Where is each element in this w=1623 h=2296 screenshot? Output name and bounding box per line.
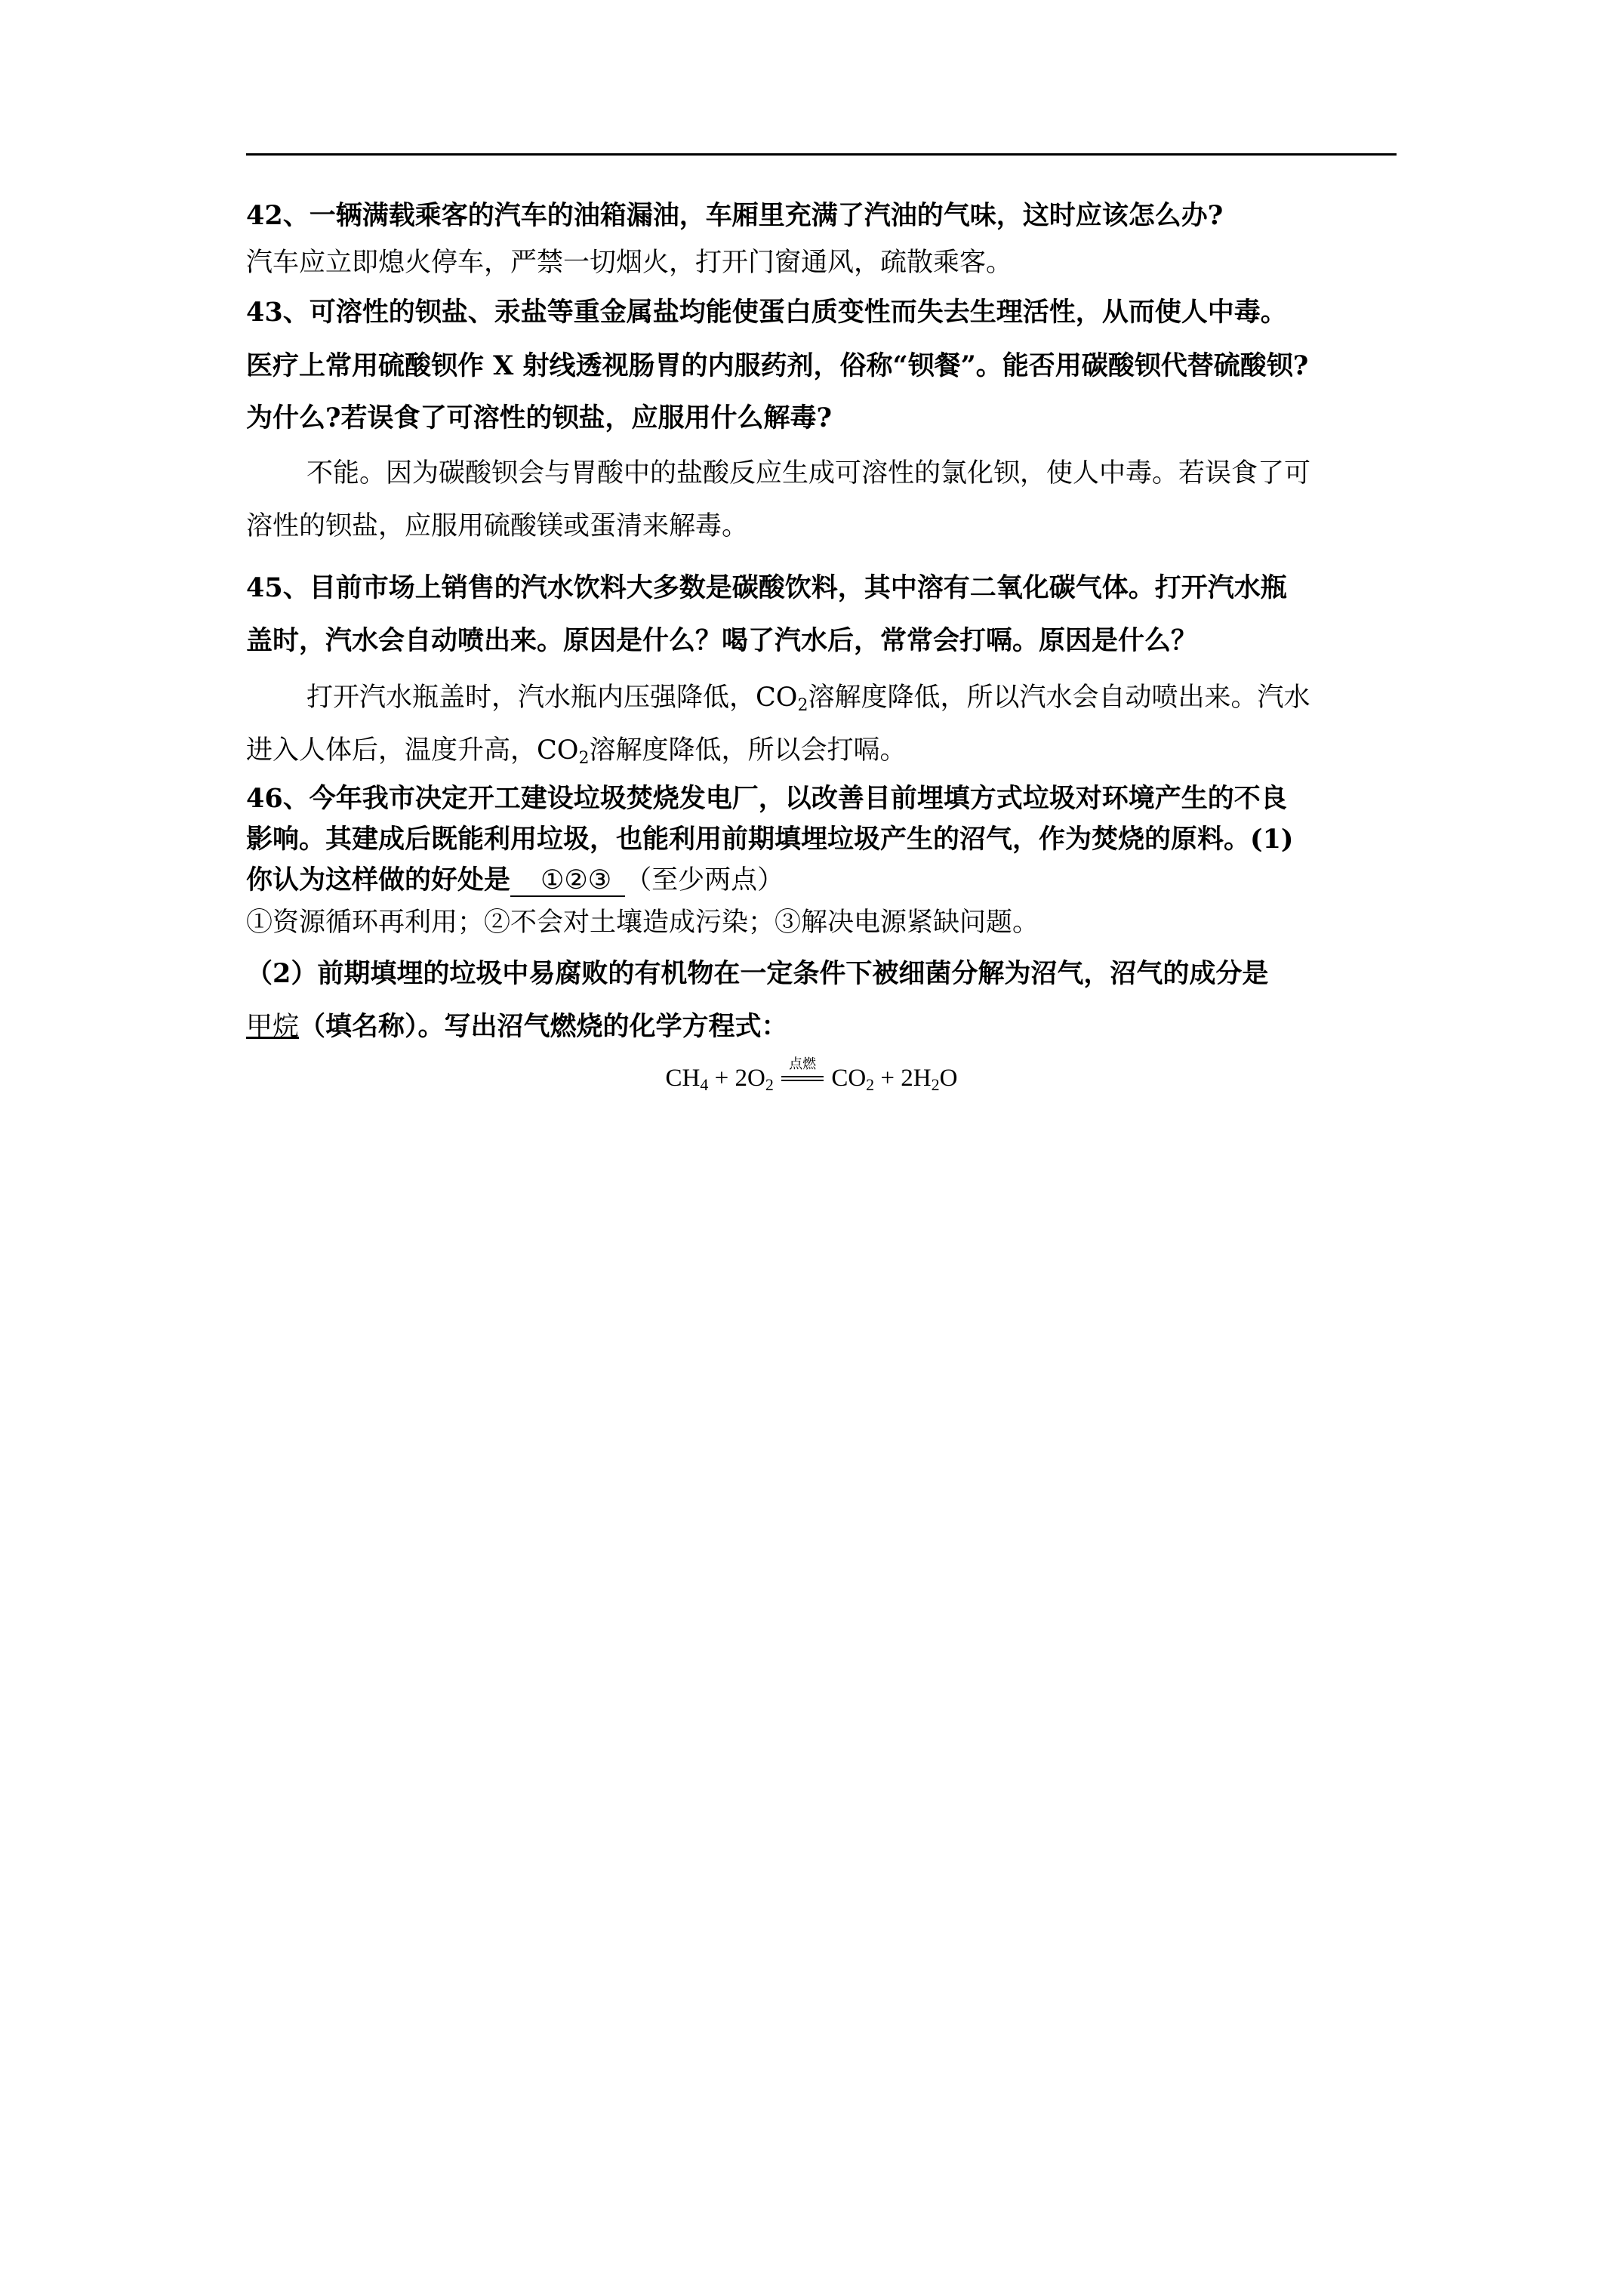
q46-points: ①资源循环再利用；②不会对土壤造成污染；③解决电源紧缺问题。 <box>246 908 1039 938</box>
reaction-condition: 点燃 <box>789 1056 817 1072</box>
q45-answer-line2-a: 进入人体后，温度升高，CO <box>246 735 579 766</box>
eq-r2-sub: 2 <box>765 1075 774 1094</box>
co2-subscript: 2 <box>797 696 808 715</box>
q43-question-line2: 医疗上常用硫酸钡作 X 射线透视肠胃的内服药剂，俗称“钡餐”。能否用碳酸钡代替硫酸钡? <box>246 350 1309 381</box>
q46-question-line1: 46、今年我市决定开工建设垃圾焚烧发电厂，以改善目前埋填方式垃圾对环境产生的不良 <box>246 783 1287 814</box>
eq-p2: 2H <box>901 1065 932 1092</box>
eq-plus1: + <box>708 1065 735 1092</box>
eq-p1: CO <box>831 1065 867 1092</box>
q43-question-line1: 43、可溶性的钡盐、汞盐等重金属盐均能使蛋白质变性而失去生理活性，从而使人中毒。 <box>246 297 1287 328</box>
q45-answer-line1-b: 溶解度降低，所以汽水会自动喷出来。汽水 <box>808 683 1310 713</box>
q43-question-line3: 为什么?若误食了可溶性的钡盐，应服用什么解毒? <box>246 402 833 433</box>
q43-answer-line2: 溶性的钡盐，应服用硫酸镁或蛋清来解毒。 <box>246 511 749 541</box>
q45-question-line1: 45、目前市场上销售的汽水饮料大多数是碳酸饮料，其中溶有二氧化碳气体。打开汽水瓶 <box>246 572 1287 603</box>
eq-plus2: + <box>874 1065 901 1092</box>
q46-part2-line2 <box>246 1010 1401 1043</box>
eq-p1-sub: 2 <box>866 1075 875 1094</box>
eq-p2-sub: 2 <box>931 1075 940 1094</box>
q46-question-line3 <box>246 864 1401 897</box>
co2-subscript: 2 <box>578 749 590 768</box>
q42-question: 42、一辆满载乘客的汽车的油箱漏油，车厢里充满了汽油的气味，这时应该怎么办? <box>246 200 1224 231</box>
eq-p2-tail: O <box>939 1065 958 1092</box>
q45-answer-line1 <box>306 681 1461 723</box>
reaction-arrow <box>780 1056 825 1091</box>
q45-question-line2: 盖时，汽水会自动喷出来。原因是什么？喝了汽水后，常常会打嗝。原因是什么？ <box>246 625 1198 656</box>
chemical-equation <box>0 1056 1623 1102</box>
header-rule <box>246 153 1397 156</box>
q46-question-line3-a: 你认为这样做的好处是 <box>246 864 511 895</box>
q46-question-line2: 影响。其建成后既能利用垃圾，也能利用前期填埋垃圾产生的沼气，作为焚烧的原料。(1) <box>246 824 1294 855</box>
q46-part2-line1: （2）前期填埋的垃圾中易腐败的有机物在一定条件下被细菌分解为沼气，沼气的成分是 <box>246 958 1269 989</box>
answer-blank: ①②③ <box>510 865 625 897</box>
q45-answer-line1-a: 打开汽水瓶盖时，汽水瓶内压强降低，CO <box>306 683 798 713</box>
eq-r1-sub: 4 <box>700 1075 709 1094</box>
eq-r2: 2O <box>735 1065 765 1092</box>
q43-answer-line1: 不能。因为碳酸钡会与胃酸中的盐酸反应生成可溶性的氯化钡，使人中毒。若误食了可 <box>306 458 1311 488</box>
eq-r1: CH <box>665 1065 701 1092</box>
q46-part2-line2-b: （填名称）。写出沼气燃烧的化学方程式： <box>299 1011 788 1042</box>
part2-answer: 甲烷 <box>246 1012 300 1042</box>
q45-answer-line2-b: 溶解度降低，所以会打嗝。 <box>589 735 907 766</box>
q46-question-line3-b: （至少两点） <box>625 865 784 895</box>
q45-answer-line2 <box>246 734 1401 775</box>
q42-answer: 汽车应立即熄火停车，严禁一切烟火，打开门窗通风，疏散乘客。 <box>246 248 1013 278</box>
